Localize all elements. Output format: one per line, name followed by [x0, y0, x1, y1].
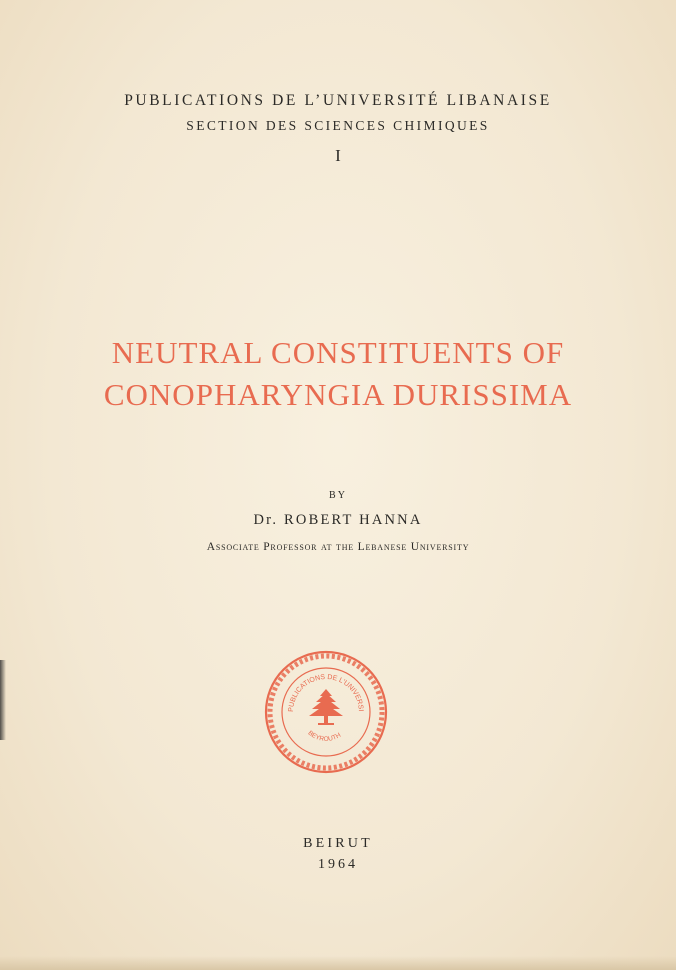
title-line-1: NEUTRAL CONSTITUENTS OF: [111, 335, 565, 370]
by-label: BY: [329, 490, 347, 501]
imprint-year: 1964: [318, 857, 358, 872]
document-title: [0, 332, 676, 416]
paper-edge: [0, 956, 676, 970]
university-seal: [263, 649, 389, 775]
author-affiliation: Associate Professor at the Lebanese University: [206, 541, 470, 553]
seal-graphic: [263, 649, 389, 775]
imprint-place: BEIRUT: [303, 836, 373, 851]
cedar-tree-icon: [309, 689, 343, 725]
seal-city-text: BEYROUTH: [306, 729, 343, 743]
binding-shadow: [0, 660, 6, 740]
seal-text: PUBLICATIONS DE L'UNIVERSI: [287, 673, 365, 713]
series-title: PUBLICATIONS DE L’UNIVERSITÉ LIBANAISE: [124, 92, 552, 109]
series-section: SECTION DES SCIENCES CHIMIQUES: [186, 118, 490, 133]
author-name: Dr. ROBERT HANNA: [253, 512, 423, 528]
series-number: I: [335, 146, 341, 165]
title-line-2: CONOPHARYNGIA DURISSIMA: [103, 377, 573, 412]
